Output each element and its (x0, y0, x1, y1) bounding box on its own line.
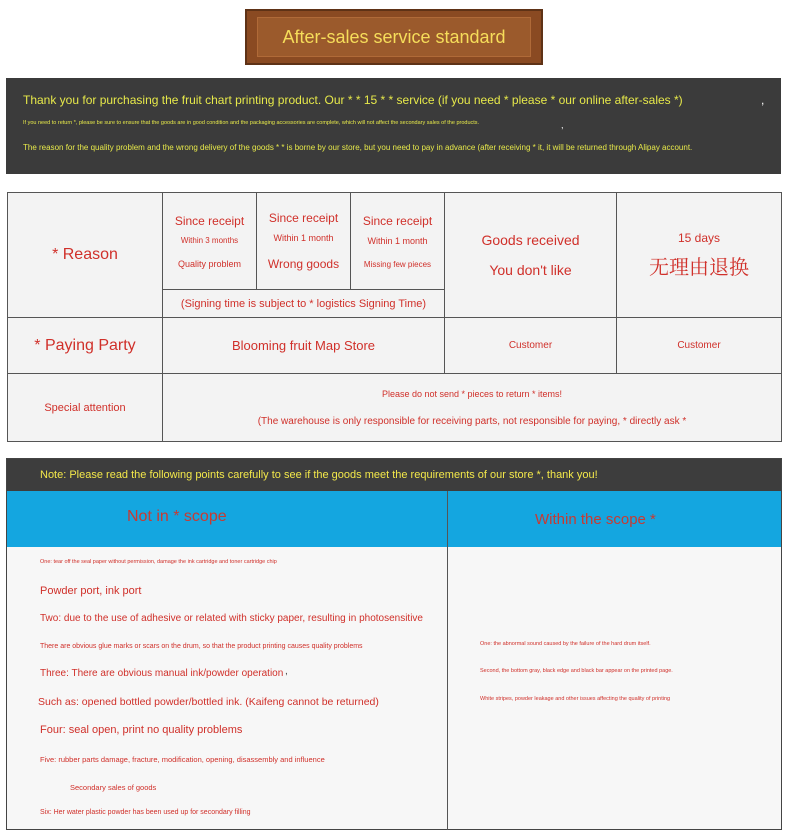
not-scope-item-9: Secondary sales of goods (70, 783, 157, 792)
paying-customer-1: Customer (445, 318, 617, 374)
missing-type: Missing few pieces (363, 259, 432, 269)
paying-label: * Paying Party (8, 318, 163, 374)
within-scope-title: Within the scope * (535, 511, 656, 528)
dislike-line-2: You don't like (489, 262, 572, 278)
wrong-period: Within 1 month (273, 233, 334, 243)
within-scope-item-3: White stripes, powder leakage and other issues affecting the quality of printing (480, 696, 671, 702)
days-line-2: 无理由退换 (649, 256, 749, 279)
special-line-1: Please do not send * pieces to return * items! (381, 388, 563, 399)
policy-table (7, 192, 782, 442)
not-scope-item-4: There are obvious glue marks or scars on the drum, so that the product printing causes quality problems (40, 643, 363, 650)
note-bar: Note: Please read the following points carefully to see if the goods meet the requirements of our store *, thank you! (7, 459, 781, 491)
signing-note: (Signing time is subject to * logistics Signing Time) (163, 290, 445, 318)
within-scope-header (448, 491, 781, 547)
reason-15-days-cell (617, 193, 782, 318)
within-scope-item-2: Second, the bottom gray, black edge and black bar appear on the printed page. (480, 668, 673, 674)
scope-panel (6, 458, 782, 830)
intro-line-3: The reason for the quality problem and the wrong delivery of the goods * * is borne by our store, but you need to pay in advance (after receiving * it, it will be returned through Alipay account. (23, 143, 693, 152)
reason-label: * Reason (8, 193, 163, 318)
paying-customer-2: Customer (617, 318, 782, 374)
missing-period: Within 1 month (367, 235, 428, 246)
reason-dislike-cell (445, 193, 617, 318)
quality-since: Since receipt (174, 213, 245, 228)
not-in-scope-header (7, 491, 448, 547)
intro-line-1: Thank you for purchasing the fruit chart printing product. Our * * 15 * * service (if you need * please * our online after-sales *) (23, 93, 683, 107)
reason-missing-cell (351, 193, 445, 290)
special-label: Special attention (8, 374, 163, 442)
reason-wrong-goods-cell (257, 193, 351, 290)
wrong-since: Since receipt (268, 211, 339, 225)
intro-comma-2: , (561, 120, 564, 130)
reason-quality-cell (163, 193, 257, 290)
column-divider (447, 547, 448, 830)
paying-store: Blooming fruit Map Store (163, 318, 445, 374)
title-plaque (245, 9, 543, 65)
title-plaque-inner (257, 17, 531, 57)
not-scope-item-1: One: tear off the seal paper without permission, damage the ink cartridge and toner cartridge chip (40, 559, 277, 565)
quality-type: Quality problem (177, 258, 242, 269)
dislike-line-1: Goods received (481, 232, 580, 248)
page-title: After-sales service standard (282, 26, 506, 47)
special-line-2: (The warehouse is only responsible for receiving parts, not responsible for paying, * directly ask * (257, 415, 687, 427)
special-cell (163, 374, 782, 442)
missing-since: Since receipt (362, 213, 433, 228)
not-scope-item-5: Three: There are obvious manual ink/powder operation (40, 668, 284, 679)
not-in-scope-title: Not in * scope (127, 508, 227, 525)
intro-banner (6, 78, 781, 174)
intro-line-2: If you need to return *, please be sure to ensure that the goods are in good condition and the packaging accessories are complete, which will not affect the secondary sales of the products. (23, 120, 480, 126)
not-scope-item-10: Six: Her water plastic powder has been used up for secondary filling (40, 809, 251, 816)
not-scope-item-8: Five: rubber parts damage, fracture, modification, opening, disassembly and influence (40, 755, 325, 764)
within-scope-item-1: One: the abnormal sound caused by the failure of the hard drum itself. (480, 641, 651, 647)
not-scope-comma: , (285, 666, 288, 677)
days-line-1: 15 days (677, 230, 721, 245)
not-scope-item-3: Two: due to the use of adhesive or related with sticky paper, resulting in photosensitive (40, 613, 423, 624)
wrong-type: Wrong goods (267, 257, 340, 271)
not-scope-item-2: Powder port, ink port (40, 585, 142, 597)
intro-comma-1: , (761, 93, 765, 107)
not-scope-item-7: Four: seal open, print no quality problems (40, 724, 243, 736)
not-scope-item-6: Such as: opened bottled powder/bottled ink. (Kaifeng cannot be returned) (38, 696, 379, 708)
quality-period: Within 3 months (180, 235, 239, 245)
